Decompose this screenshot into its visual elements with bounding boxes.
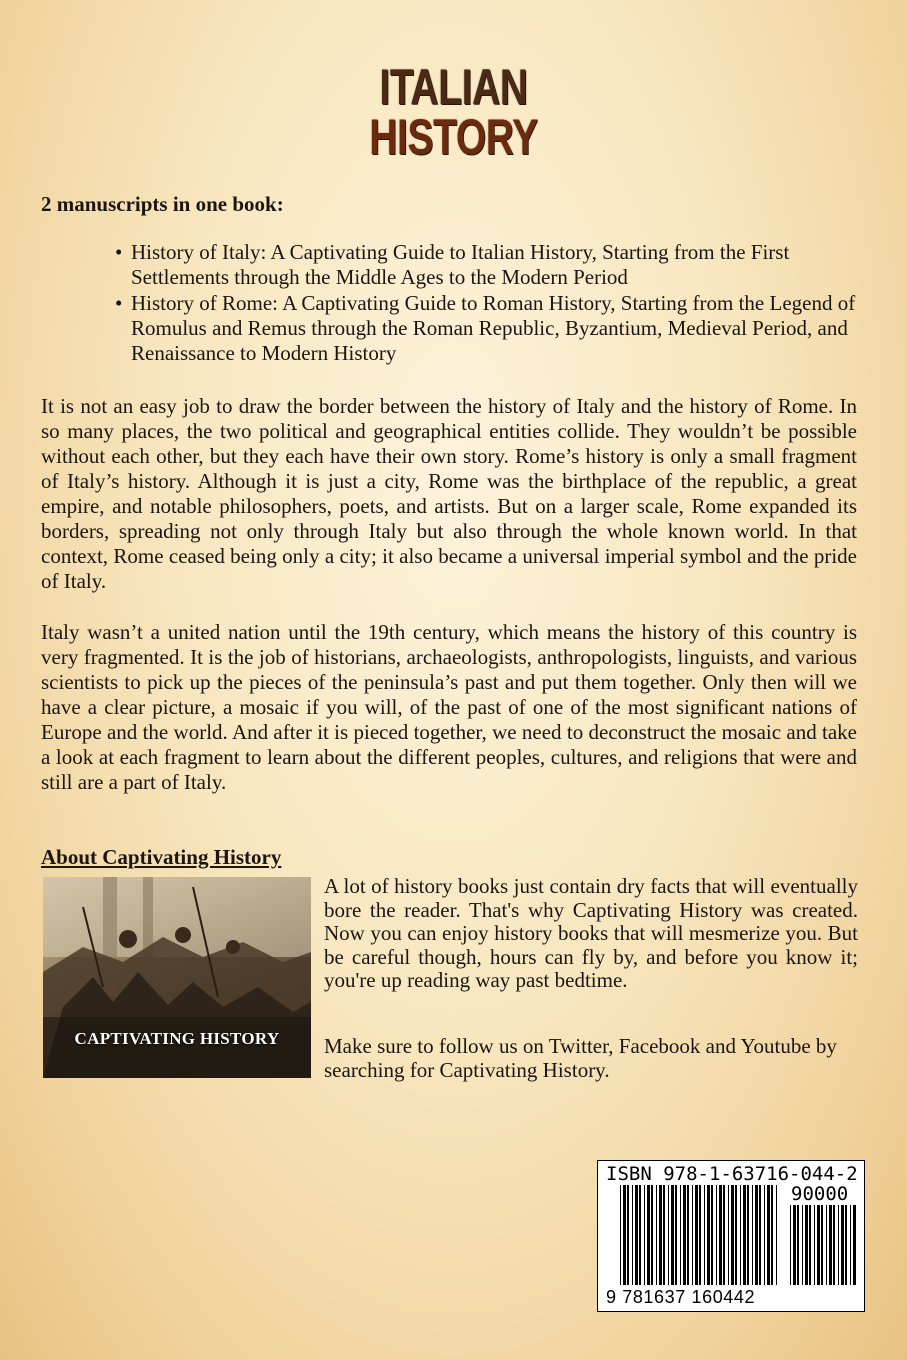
manuscripts-intro: 2 manuscripts in one book: bbox=[41, 192, 284, 216]
barcode-bar bbox=[853, 1205, 856, 1285]
barcode-bar bbox=[627, 1185, 629, 1285]
barcode-bar bbox=[829, 1205, 832, 1285]
barcode-bar bbox=[776, 1185, 777, 1285]
barcode-bar bbox=[719, 1185, 722, 1285]
barcode-bar bbox=[838, 1205, 839, 1285]
barcode-bar bbox=[623, 1185, 626, 1285]
barcode-bar bbox=[735, 1185, 737, 1285]
barcode-bar bbox=[743, 1185, 746, 1285]
barcode-bar bbox=[809, 1205, 811, 1285]
barcode-digits: 9 781637 160442 bbox=[606, 1287, 756, 1307]
manuscripts-list bbox=[115, 240, 875, 367]
barcode-bar bbox=[850, 1205, 851, 1285]
barcode-bar bbox=[833, 1205, 835, 1285]
barcode-bar bbox=[699, 1185, 701, 1285]
barcode-bar bbox=[814, 1205, 815, 1285]
barcode-bar bbox=[790, 1205, 791, 1285]
price-code: 90000 bbox=[791, 1183, 849, 1205]
barcode-bar bbox=[635, 1185, 638, 1285]
barcode-bar bbox=[716, 1185, 717, 1285]
isbn-label: ISBN 978-1-63716-044-2 bbox=[606, 1163, 858, 1185]
manuscript-title: History of Italy: A Captivating Guide to Italian History, Starting from the First Settlements through the Middle Ages to the Modern Period bbox=[131, 240, 790, 289]
barcode-bar bbox=[680, 1185, 681, 1285]
book-title-line-2: HISTORY bbox=[369, 109, 538, 165]
barcode-bar bbox=[659, 1185, 662, 1285]
barcode-bar bbox=[845, 1205, 847, 1285]
isbn-barcode bbox=[597, 1160, 865, 1312]
barcode-bar bbox=[771, 1185, 773, 1285]
about-text-2: Make sure to follow us on Twitter, Facebook and Youtube by searching for Captivating History. bbox=[324, 1034, 837, 1082]
barcode-bar bbox=[647, 1185, 650, 1285]
barcode-bar bbox=[644, 1185, 645, 1285]
barcode-bar bbox=[639, 1185, 641, 1285]
book-title-line-1: ITALIAN bbox=[379, 59, 528, 115]
barcode-bar bbox=[687, 1185, 689, 1285]
barcode-bar bbox=[817, 1205, 820, 1285]
barcode-bar bbox=[707, 1185, 710, 1285]
barcode-bar bbox=[821, 1205, 823, 1285]
barcode-bar bbox=[695, 1185, 698, 1285]
barcode-bar bbox=[731, 1185, 734, 1285]
about-heading: About Captivating History bbox=[41, 845, 282, 869]
about-text-1: A lot of history books just contain dry facts that will eventually bore the reader. That's why Captivating History was created. Now you can enjoy history books that will mesmerize you. But be careful though, hours can fly by, and before you know it; you're up reading way past bedtime. bbox=[324, 874, 858, 992]
barcode-bar bbox=[793, 1205, 796, 1285]
list-item bbox=[115, 291, 875, 366]
barcode-bar bbox=[728, 1185, 729, 1285]
barcode-bar bbox=[752, 1185, 753, 1285]
barcode-bar bbox=[767, 1185, 770, 1285]
description-paragraph-2: Italy wasn’t a united nation until the 19th century, which means the history of this country is very fragmented. It is the job of historians, archaeologists, anthropologists, linguists, and various scientists to pick up the pieces of the peninsula’s past and put them together. Only then will we have a clear picture, a mosaic if you will, of the past of one of the most significant nations of Europe and the world. And after it is pieced together, we need to deconstruct the mosaic and take a look at each fragment to learn about the different peoples, cultures, and religions that were and still are a part of Italy. bbox=[41, 620, 857, 794]
barcode-bar bbox=[711, 1185, 713, 1285]
barcode-bar bbox=[797, 1205, 799, 1285]
barcode-bar bbox=[651, 1185, 653, 1285]
barcode-bar bbox=[802, 1205, 803, 1285]
barcode-bar bbox=[683, 1185, 686, 1285]
barcode-bar bbox=[747, 1185, 749, 1285]
barcode-bar bbox=[805, 1205, 808, 1285]
barcode-bar bbox=[740, 1185, 741, 1285]
logo-wordmark: CAPTIVATING HISTORY bbox=[74, 1029, 280, 1048]
bullet-glyph: • bbox=[115, 240, 123, 264]
list-item bbox=[115, 240, 875, 290]
description-paragraph-1: It is not an easy job to draw the border between the history of Italy and the history of Rome. In so many places, the two political and geographical entities collide. They wouldn’t be possible without each other, but they each have their own story. Rome’s history is only a small fragment of Italy’s history. Although it is just a city, Rome was the birthplace of the republic, a great empire, and notable philosophers, poets, and artists. But on a larger scale, Rome expanded its borders, spreading not only through Italy but also through the whole known world. In that context, Rome ceased being only a city; it also became a universal imperial symbol and the pride of Italy. bbox=[41, 394, 857, 593]
barcode-bar bbox=[755, 1185, 758, 1285]
barcode-bar bbox=[632, 1185, 633, 1285]
barcode-bar bbox=[675, 1185, 677, 1285]
barcode-bar bbox=[764, 1185, 765, 1285]
barcode-bar bbox=[656, 1185, 657, 1285]
barcode-bar bbox=[671, 1185, 674, 1285]
publisher-logo-image bbox=[43, 877, 311, 1078]
barcode-bar bbox=[668, 1185, 669, 1285]
barcode-bar bbox=[692, 1185, 693, 1285]
barcode-bar bbox=[826, 1205, 827, 1285]
barcode-bar bbox=[663, 1185, 665, 1285]
barcode-bar bbox=[704, 1185, 705, 1285]
barcode-bar bbox=[841, 1205, 844, 1285]
barcode-bar bbox=[620, 1185, 621, 1285]
barcode-bar bbox=[723, 1185, 725, 1285]
manuscript-title: History of Rome: A Captivating Guide to Roman History, Starting from the Legend of Romulus and Remus through the Roman Republic, Byzantium, Medieval Period, and Renaissance to Modern History bbox=[131, 291, 856, 365]
barcode-bar bbox=[759, 1185, 761, 1285]
bullet-glyph: • bbox=[115, 291, 123, 315]
